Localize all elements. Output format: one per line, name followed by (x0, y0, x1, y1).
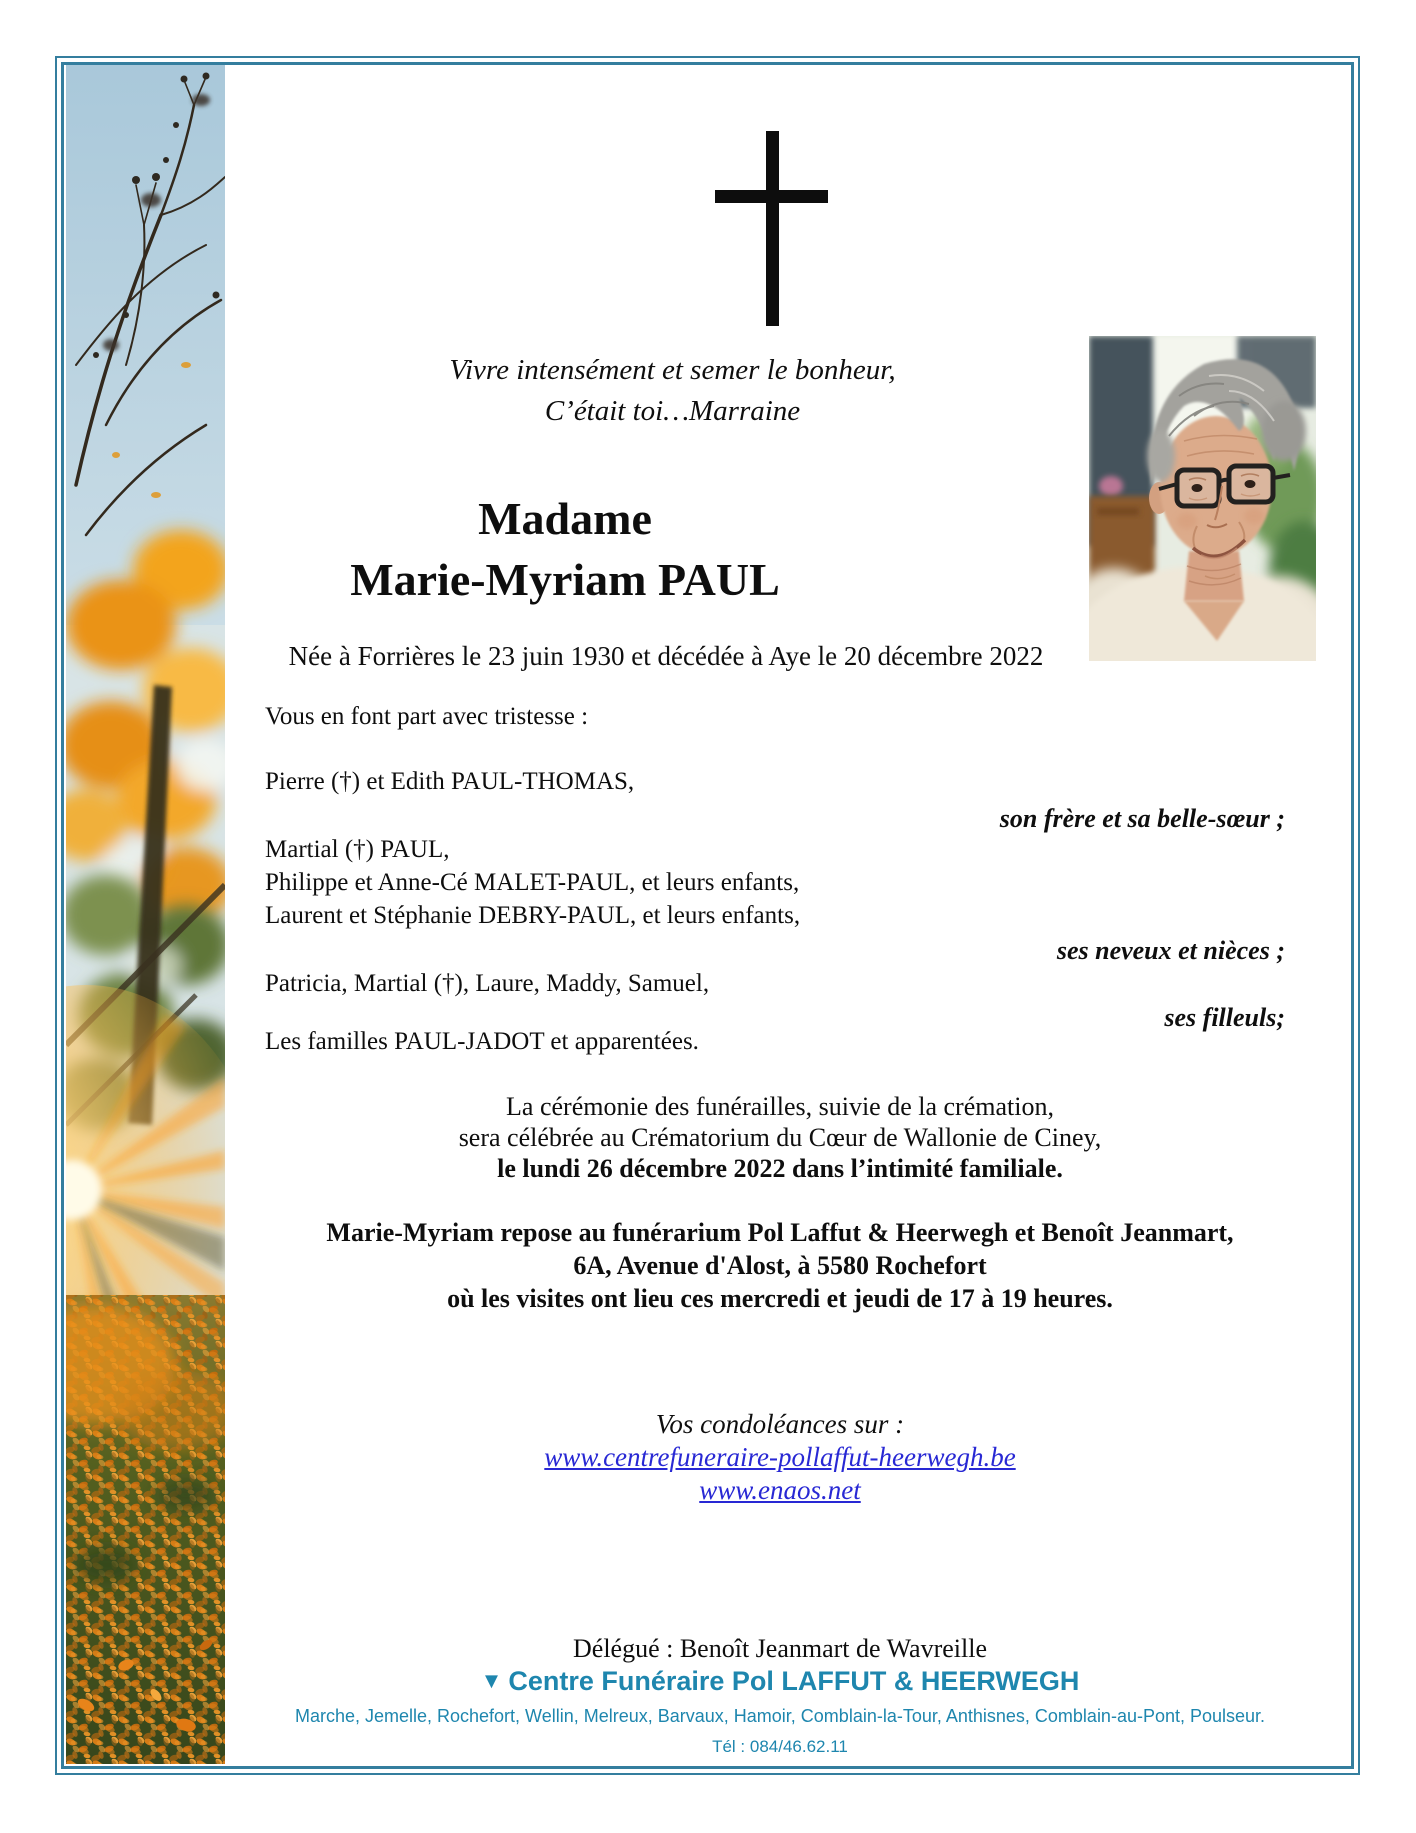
quote-line-1: Vivre intensément et semer le bonheur, (449, 354, 896, 386)
autumn-strip-photo (66, 65, 225, 1764)
repose-line-1: Marie-Myriam repose au funérarium Pol Laffut & Heerwegh et Benoît Jeanmart, (326, 1218, 1234, 1247)
family-line: Martial (†) PAUL, (265, 836, 450, 863)
condolences-block (340, 1408, 1220, 1507)
salutation: Madame (478, 493, 652, 544)
cross-vertical-bar (766, 131, 779, 326)
family-line: Les familles PAUL-JADOT et apparentées. (265, 1028, 699, 1055)
life-dates: Née à Forrières le 23 juin 1930 et décédée à Aye le 20 décembre 2022 (288, 641, 1044, 671)
cross-icon (715, 131, 828, 326)
repose-line-2: 6A, Avenue d'Alost, à 5580 Rochefort (573, 1251, 987, 1280)
condolences-link-funeral-home[interactable]: www.centrefuneraire-pollaffut-heerwegh.be (544, 1442, 1016, 1472)
deceased-name: Marie-Myriam PAUL (350, 554, 780, 605)
delegate-line: Délégué : Benoît Jeanmart de Wavreille (573, 1634, 987, 1663)
family-line: Laurent et Stéphanie DEBRY-PAUL, et leurs enfants, (265, 902, 801, 929)
relation-label: son frère et sa belle-sœur ; (999, 804, 1285, 833)
condolences-link-enaos[interactable]: www.enaos.net (699, 1475, 861, 1505)
funeral-home-logo-line (340, 1666, 1220, 1697)
deceased-title (230, 488, 900, 610)
announcement-intro: Vous en font part avec tristesse : (265, 703, 589, 730)
ceremony-line-1: La cérémonie des funérailles, suivie de la crémation, (506, 1092, 1054, 1121)
repose-line-3: où les visites ont lieu ces mercredi et jeudi de 17 à 19 heures. (447, 1284, 1113, 1313)
portrait-photo (1089, 336, 1316, 661)
cross-horizontal-bar (715, 190, 828, 203)
quote-line-2: C’était toi…Marraine (544, 395, 801, 427)
repose-paragraph (293, 1216, 1267, 1315)
funeral-home-locations: Marche, Jemelle, Rochefort, Wellin, Melreux, Barvaux, Hamoir, Comblain-la-Tour, Anthisnes, Comblain-au-Pont, Poulseur. (294, 1706, 1266, 1726)
family-line: Pierre (†) et Edith PAUL-THOMAS, (265, 768, 635, 795)
relation-label: ses neveux et nièces ; (1056, 936, 1285, 965)
ceremony-paragraph (340, 1091, 1220, 1184)
relation-label: ses filleuls; (1164, 1003, 1285, 1032)
family-line: Patricia, Martial (†), Laure, Maddy, Samuel, (265, 970, 710, 997)
funeral-home-phone: Tél : 084/46.62.11 (712, 1737, 848, 1756)
condolences-intro: Vos condoléances sur : (655, 1409, 905, 1439)
ceremony-line-2: sera célébrée au Crématorium du Cœur de Wallonie de Ciney, (458, 1123, 1102, 1152)
funeral-home-name: Centre Funéraire Pol LAFFUT & HEERWEGH (508, 1666, 1080, 1696)
ceremony-line-3: le lundi 26 décembre 2022 dans l’intimité familiale. (497, 1154, 1063, 1183)
family-line: Philippe et Anne-Cé MALET-PAUL, et leurs enfants, (265, 869, 800, 896)
memorial-quote (380, 350, 965, 432)
triangle-down-icon: ▼ (480, 1668, 509, 1693)
